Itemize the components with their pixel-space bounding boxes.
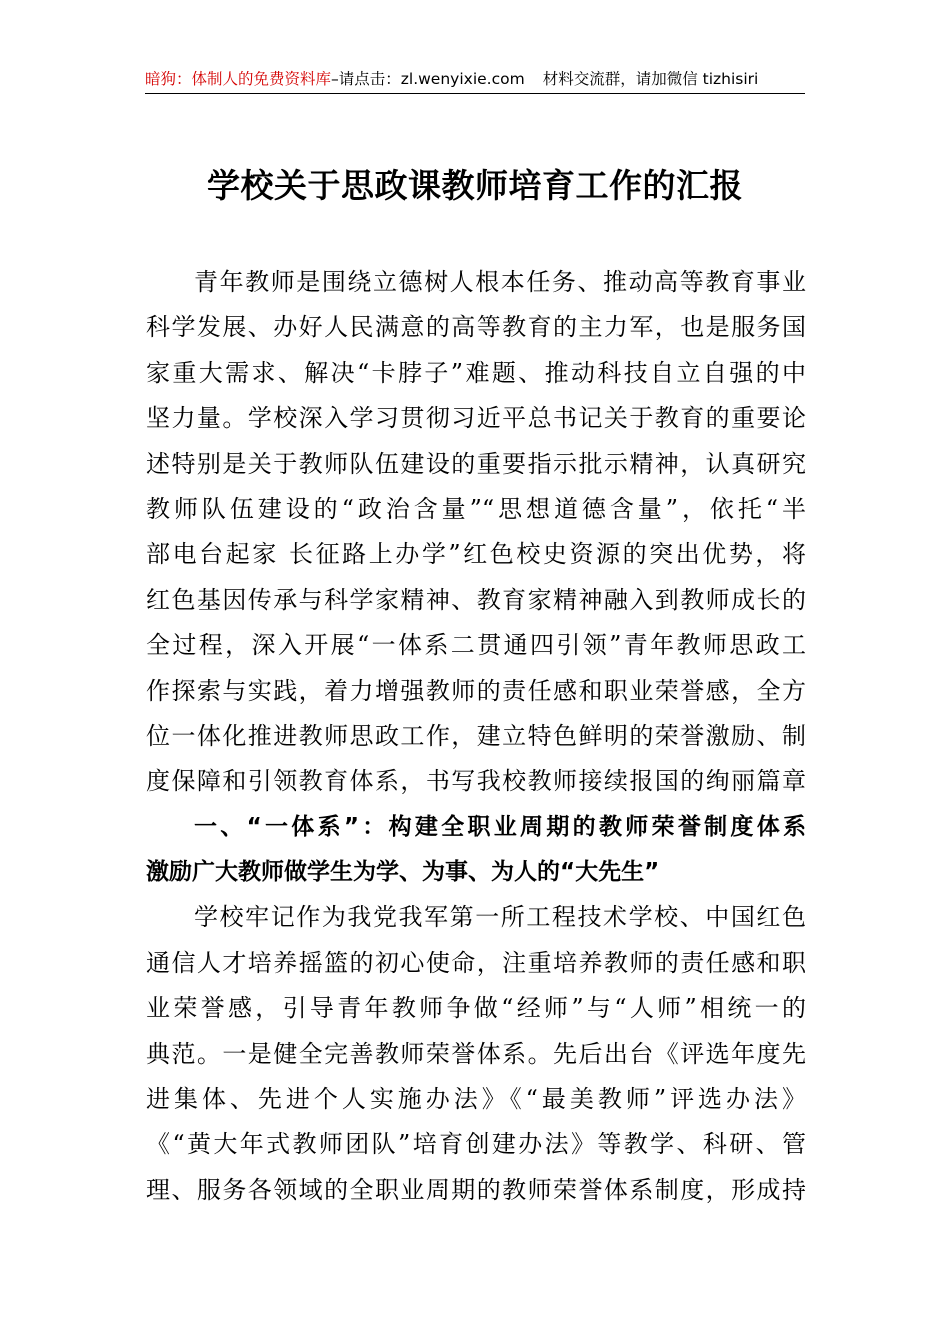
paragraph-line: 业荣誉感，引导青年教师争做“经师”与“人师”相统一的	[146, 994, 806, 1023]
paragraph-line: 科学发展、办好人民满意的高等教育的主力军，也是服务国	[146, 313, 806, 342]
paragraph-line: 教师队伍建设的“政治含量”“思想道德含量”，依托“半	[146, 494, 806, 523]
header-contact: 材料交流群，请加微信 tizhisiri	[542, 70, 759, 88]
header-source: 暗狗：体制人的免费资料库	[145, 70, 332, 88]
document-body	[146, 260, 806, 1213]
document-title: 学校关于思政课教师培育工作的汇报	[207, 166, 743, 205]
paragraph-line: 青年教师是围绕立德树人根本任务、推动高等教育事业	[194, 268, 806, 296]
paragraph-line: 学校牢记作为我党我军第一所工程技术学校、中国红色	[194, 903, 806, 932]
header-link[interactable]: –请点击：zl.wenyixie.com	[331, 70, 525, 88]
header-divider	[145, 93, 805, 94]
paragraph-line: 《“黄大年式教师团队”培育创建办法》等教学、科研、管	[146, 1130, 806, 1159]
section-heading-line: 一、“一体系”：构建全职业周期的教师荣誉制度体系	[194, 813, 806, 840]
paragraph-line: 家重大需求、解决“卡脖子”难题、推动科技自立自强的中	[146, 358, 806, 387]
paragraph-line: 典范。一是健全完善教师荣誉体系。先后出台《评选年度先	[146, 1039, 806, 1068]
paragraph-line: 述特别是关于教师队伍建设的重要指示批示精神，认真研究	[146, 449, 806, 478]
paragraph-line: 部电台起家 长征路上办学”红色校史资源的突出优势，将	[146, 540, 806, 569]
page-header	[145, 66, 805, 92]
paragraph-line: 坚力量。学校深入学习贯彻习近平总书记关于教育的重要论	[146, 404, 806, 433]
paragraph-line: 度保障和引领教育体系，书写我校教师接续报国的绚丽篇章	[146, 767, 806, 796]
paragraph-line: 位一体化推进教师思政工作，建立特色鲜明的荣誉激励、制	[146, 721, 806, 750]
paragraph-line: 理、服务各领域的全职业周期的教师荣誉体系制度，形成持	[146, 1175, 806, 1204]
paragraph-line: 进集体、先进个人实施办法》《“最美教师”评选办法》	[146, 1085, 806, 1114]
paragraph-line: 作探索与实践，着力增强教师的责任感和职业荣誉感，全方	[146, 676, 806, 705]
paragraph-line: 全过程，深入开展“一体系二贯通四引领”青年教师思政工	[146, 631, 806, 660]
section-heading-line: 激励广大教师做学生为学、为事、为人的“大先生”	[146, 859, 660, 886]
paragraph-line: 通信人才培养摇篮的初心使命，注重培养教师的责任感和职	[146, 948, 806, 977]
paragraph-line: 红色基因传承与科学家精神、教育家精神融入到教师成长的	[146, 585, 806, 614]
